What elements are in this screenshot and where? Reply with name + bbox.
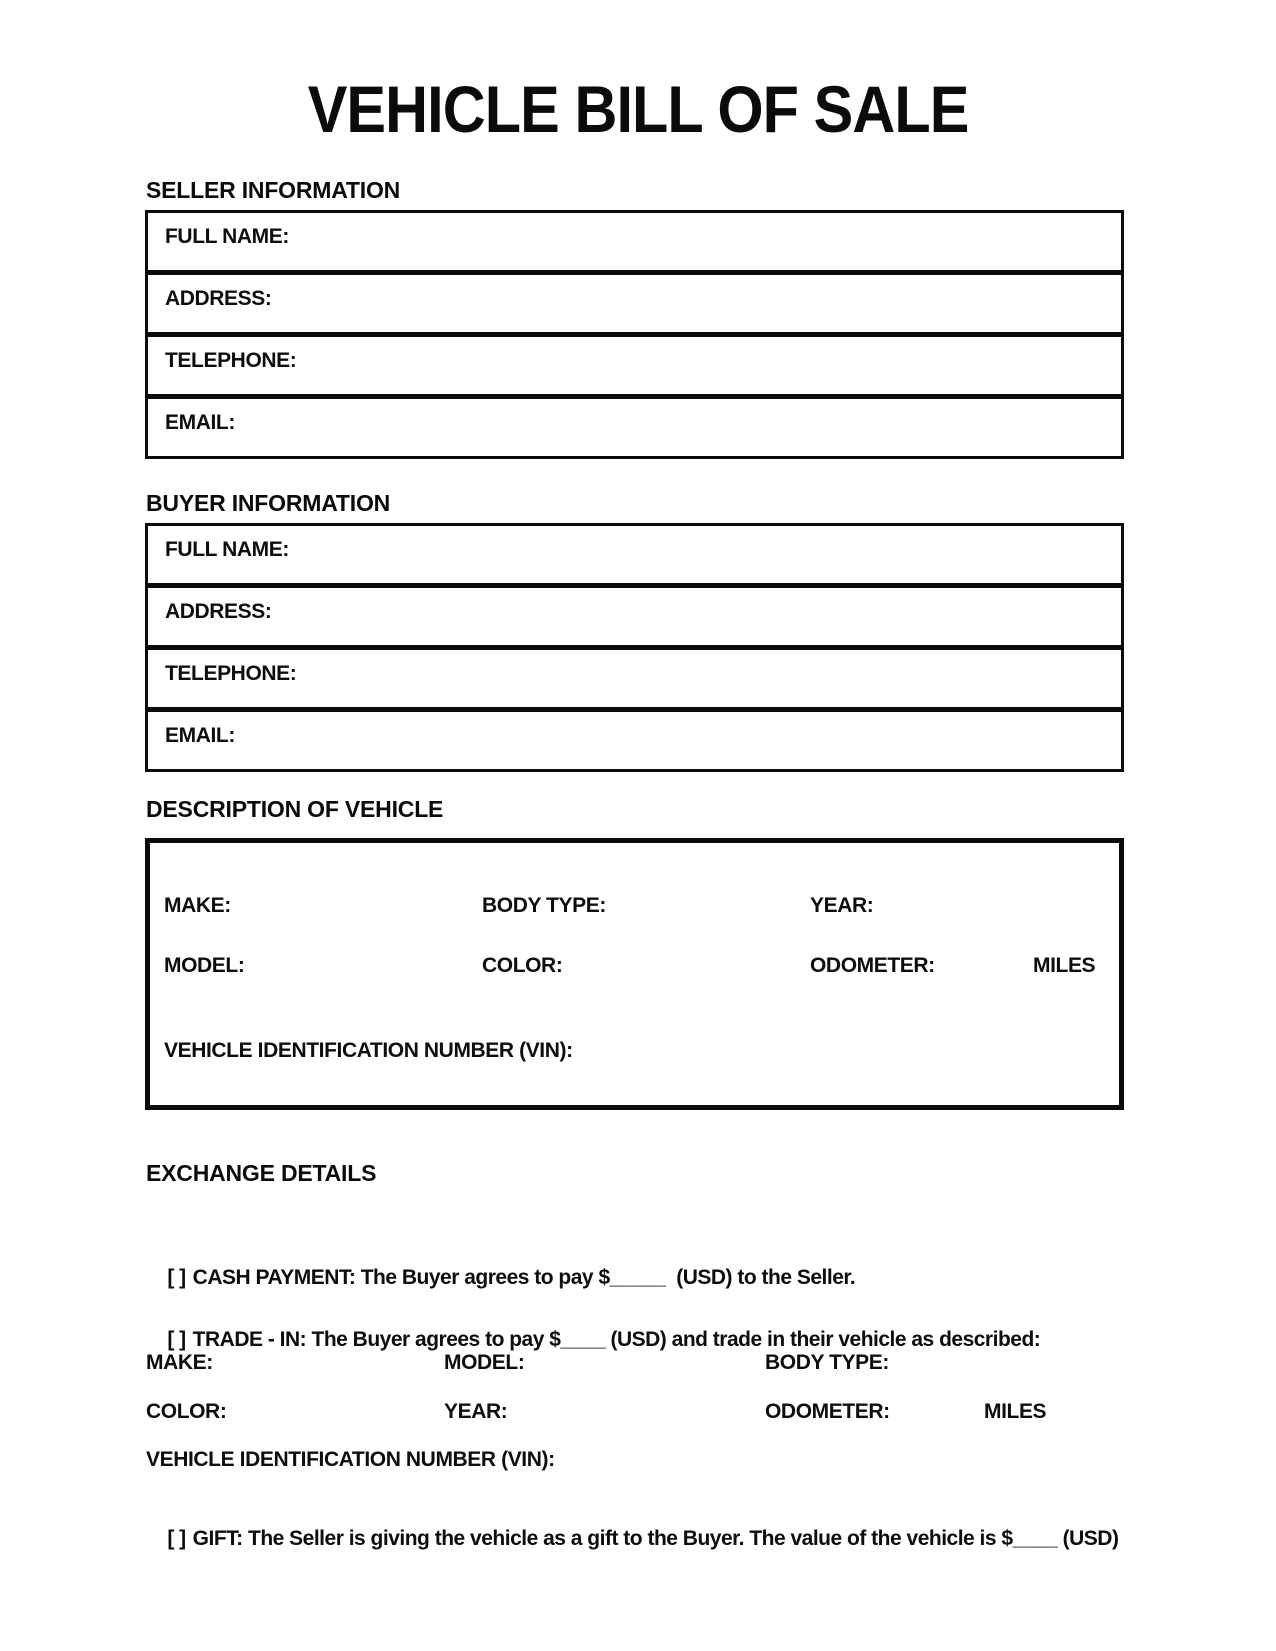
trade-odometer-label: ODOMETER: xyxy=(765,1400,890,1423)
vehicle-odometer-label: ODOMETER: xyxy=(810,954,935,977)
buyer-full-name-field[interactable] xyxy=(148,526,1121,588)
trade-vehicle-row-2 xyxy=(146,1399,1131,1424)
trade-color-label: COLOR: xyxy=(146,1400,227,1423)
vehicle-vin-label: VEHICLE IDENTIFICATION NUMBER (VIN): xyxy=(164,1039,573,1062)
seller-full-name-field[interactable] xyxy=(148,213,1121,275)
vehicle-section-heading: DESCRIPTION OF VEHICLE xyxy=(146,796,444,822)
buyer-email-label: EMAIL: xyxy=(165,723,235,747)
seller-address-label: ADDRESS: xyxy=(165,286,272,310)
trade-year-label: YEAR: xyxy=(444,1400,508,1423)
buyer-section-heading: BUYER INFORMATION xyxy=(146,490,391,516)
vehicle-make-label: MAKE: xyxy=(164,894,231,917)
trade-model-label: MODEL: xyxy=(444,1351,525,1374)
seller-info-table xyxy=(145,210,1124,459)
buyer-telephone-label: TELEPHONE: xyxy=(165,661,297,685)
trade-vin-row xyxy=(146,1447,1131,1472)
vehicle-row-1 xyxy=(150,894,1119,918)
trade-make-label: MAKE: xyxy=(146,1351,213,1374)
vehicle-description-box xyxy=(145,838,1124,1110)
vehicle-row-2 xyxy=(150,954,1119,978)
trade-body-type-label: BODY TYPE: xyxy=(765,1351,889,1374)
buyer-address-label: ADDRESS: xyxy=(165,599,272,623)
gift-checkbox[interactable]: [ ] xyxy=(167,1527,186,1550)
trade-vin-label: VEHICLE IDENTIFICATION NUMBER (VIN): xyxy=(146,1448,555,1471)
trade-vehicle-row-1 xyxy=(146,1350,1131,1375)
exchange-section-heading: EXCHANGE DETAILS xyxy=(146,1160,377,1186)
trade-miles-label: MILES xyxy=(984,1400,1047,1423)
document-title-wrap xyxy=(0,74,1276,144)
seller-telephone-label: TELEPHONE: xyxy=(165,348,297,372)
seller-email-field[interactable] xyxy=(148,399,1121,456)
trade-in-text: TRADE - IN: The Buyer agrees to pay $____ (USD) and trade in their vehicle as described: xyxy=(192,1328,1041,1351)
buyer-info-table xyxy=(145,523,1124,772)
vehicle-color-label: COLOR: xyxy=(482,954,563,977)
vehicle-body-type-label: BODY TYPE: xyxy=(482,894,606,917)
seller-full-name-label: FULL NAME: xyxy=(165,224,289,248)
seller-telephone-field[interactable] xyxy=(148,337,1121,399)
vehicle-model-label: MODEL: xyxy=(164,954,245,977)
seller-section-heading: SELLER INFORMATION xyxy=(146,177,401,203)
vehicle-miles-label: MILES xyxy=(1033,954,1096,977)
seller-address-field[interactable] xyxy=(148,275,1121,337)
buyer-email-field[interactable] xyxy=(148,712,1121,769)
seller-email-label: EMAIL: xyxy=(165,410,235,434)
vehicle-year-label: YEAR: xyxy=(810,894,874,917)
buyer-address-field[interactable] xyxy=(148,588,1121,650)
buyer-telephone-field[interactable] xyxy=(148,650,1121,712)
cash-payment-checkbox[interactable]: [ ] xyxy=(167,1266,186,1289)
gift-text: GIFT: The Seller is giving the vehicle as a gift to the Buyer. The value of the vehicle is $____ (USD) xyxy=(192,1527,1119,1550)
buyer-full-name-label: FULL NAME: xyxy=(165,537,289,561)
document-title: VEHICLE BILL OF SALE xyxy=(307,72,969,146)
trade-in-checkbox[interactable]: [ ] xyxy=(167,1328,186,1351)
cash-payment-text: CASH PAYMENT: The Buyer agrees to pay $_____ (USD) to the Seller. xyxy=(192,1266,856,1289)
vehicle-row-3 xyxy=(150,1039,1119,1063)
gift-line xyxy=(146,1501,1136,1576)
